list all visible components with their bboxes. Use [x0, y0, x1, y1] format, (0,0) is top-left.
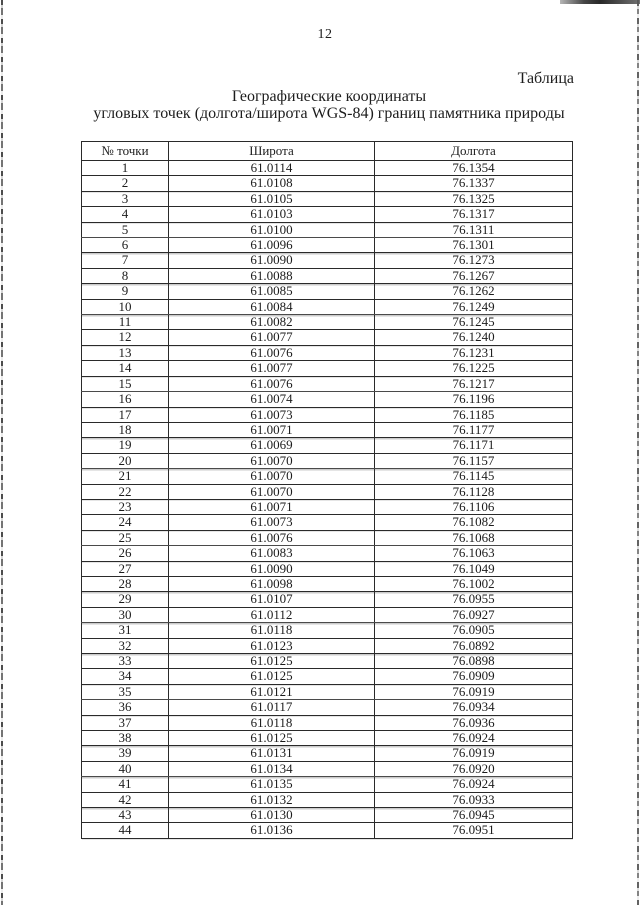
column-header-latitude: Широта	[169, 142, 375, 161]
cell-point-number: 36	[82, 700, 169, 715]
cell-latitude: 61.0121	[169, 684, 375, 699]
cell-point-number: 29	[82, 592, 169, 607]
cell-latitude: 61.0125	[169, 654, 375, 669]
cell-point-number: 38	[82, 731, 169, 746]
cell-longitude: 76.0919	[375, 684, 573, 699]
table-row	[82, 638, 573, 653]
cell-point-number: 8	[82, 268, 169, 283]
cell-latitude: 61.0083	[169, 546, 375, 561]
cell-longitude: 76.1354	[375, 161, 573, 176]
cell-longitude: 76.1240	[375, 330, 573, 345]
table-row	[82, 715, 573, 730]
cell-longitude: 76.0924	[375, 777, 573, 792]
table-row	[82, 684, 573, 699]
cell-longitude: 76.1337	[375, 176, 573, 191]
cell-point-number: 26	[82, 546, 169, 561]
table-row	[82, 422, 573, 437]
cell-point-number: 17	[82, 407, 169, 422]
cell-point-number: 12	[82, 330, 169, 345]
table-row	[82, 176, 573, 191]
table-row	[82, 654, 573, 669]
cell-latitude: 61.0123	[169, 638, 375, 653]
cell-longitude: 76.0936	[375, 715, 573, 730]
cell-latitude: 61.0108	[169, 176, 375, 191]
page-number: 12	[317, 27, 333, 42]
column-header-longitude: Долгота	[375, 142, 573, 161]
table-row	[82, 576, 573, 591]
cell-latitude: 61.0070	[169, 469, 375, 484]
cell-latitude: 61.0076	[169, 345, 375, 360]
cell-longitude: 76.1311	[375, 222, 573, 237]
cell-latitude: 61.0125	[169, 669, 375, 684]
cell-point-number: 27	[82, 561, 169, 576]
cell-latitude: 61.0103	[169, 207, 375, 222]
document-title-line-2: угловых точек (долгота/широта WGS-84) границ памятника природы	[93, 105, 565, 122]
cell-point-number: 16	[82, 392, 169, 407]
cell-latitude: 61.0084	[169, 299, 375, 314]
cell-point-number: 30	[82, 607, 169, 622]
table-row	[82, 315, 573, 330]
cell-longitude: 76.1245	[375, 315, 573, 330]
cell-latitude: 61.0090	[169, 253, 375, 268]
cell-latitude: 61.0085	[169, 284, 375, 299]
cell-point-number: 13	[82, 345, 169, 360]
table-row	[82, 253, 573, 268]
cell-latitude: 61.0069	[169, 438, 375, 453]
cell-latitude: 61.0135	[169, 777, 375, 792]
cell-point-number: 6	[82, 238, 169, 253]
table-row	[82, 438, 573, 453]
cell-point-number: 31	[82, 623, 169, 638]
cell-latitude: 61.0107	[169, 592, 375, 607]
cell-latitude: 61.0125	[169, 731, 375, 746]
cell-longitude: 76.1196	[375, 392, 573, 407]
cell-point-number: 24	[82, 515, 169, 530]
cell-latitude: 61.0073	[169, 407, 375, 422]
cell-latitude: 61.0098	[169, 576, 375, 591]
cell-point-number: 22	[82, 484, 169, 499]
table-row	[82, 284, 573, 299]
cell-longitude: 76.1145	[375, 469, 573, 484]
cell-longitude: 76.1082	[375, 515, 573, 530]
cell-longitude: 76.0945	[375, 808, 573, 823]
cell-point-number: 10	[82, 299, 169, 314]
table-header	[82, 142, 573, 161]
cell-point-number: 1	[82, 161, 169, 176]
cell-point-number: 21	[82, 469, 169, 484]
cell-point-number: 44	[82, 823, 169, 838]
cell-latitude: 61.0071	[169, 422, 375, 437]
cell-longitude: 76.1185	[375, 407, 573, 422]
cell-point-number: 20	[82, 453, 169, 468]
table-row	[82, 330, 573, 345]
cell-longitude: 76.0892	[375, 638, 573, 653]
cell-point-number: 34	[82, 669, 169, 684]
cell-longitude: 76.1157	[375, 453, 573, 468]
table-body	[82, 161, 573, 839]
cell-point-number: 18	[82, 422, 169, 437]
cell-latitude: 61.0088	[169, 268, 375, 283]
table-header-row	[82, 142, 573, 161]
cell-longitude: 76.0905	[375, 623, 573, 638]
cell-longitude: 76.0927	[375, 607, 573, 622]
scan-artifact-top-edge	[560, 0, 640, 4]
table-row	[82, 499, 573, 514]
table-row	[82, 546, 573, 561]
table-row	[82, 669, 573, 684]
cell-longitude: 76.1049	[375, 561, 573, 576]
table-row	[82, 777, 573, 792]
cell-longitude: 76.0919	[375, 746, 573, 761]
cell-point-number: 14	[82, 361, 169, 376]
cell-point-number: 9	[82, 284, 169, 299]
cell-longitude: 76.0934	[375, 700, 573, 715]
cell-longitude: 76.1217	[375, 376, 573, 391]
cell-latitude: 61.0134	[169, 761, 375, 776]
table-row	[82, 530, 573, 545]
cell-latitude: 61.0077	[169, 361, 375, 376]
cell-latitude: 61.0070	[169, 484, 375, 499]
table-row	[82, 469, 573, 484]
cell-longitude: 76.0951	[375, 823, 573, 838]
cell-latitude: 61.0136	[169, 823, 375, 838]
cell-point-number: 35	[82, 684, 169, 699]
cell-longitude: 76.1325	[375, 191, 573, 206]
table-row	[82, 761, 573, 776]
cell-point-number: 33	[82, 654, 169, 669]
cell-point-number: 3	[82, 191, 169, 206]
cell-latitude: 61.0130	[169, 808, 375, 823]
cell-point-number: 40	[82, 761, 169, 776]
cell-longitude: 76.1106	[375, 499, 573, 514]
cell-longitude: 76.1225	[375, 361, 573, 376]
cell-latitude: 61.0070	[169, 453, 375, 468]
cell-latitude: 61.0074	[169, 392, 375, 407]
document-title	[0, 88, 640, 122]
table-row	[82, 222, 573, 237]
cell-latitude: 61.0118	[169, 623, 375, 638]
cell-point-number: 41	[82, 777, 169, 792]
cell-latitude: 61.0077	[169, 330, 375, 345]
table-row	[82, 392, 573, 407]
cell-longitude: 76.0955	[375, 592, 573, 607]
table-row	[82, 376, 573, 391]
cell-longitude: 76.0898	[375, 654, 573, 669]
table-row	[82, 792, 573, 807]
coordinates-table	[81, 141, 573, 839]
cell-point-number: 39	[82, 746, 169, 761]
cell-longitude: 76.1301	[375, 238, 573, 253]
table-row	[82, 623, 573, 638]
table-row	[82, 746, 573, 761]
table-caption: Таблица	[517, 70, 574, 87]
cell-latitude: 61.0114	[169, 161, 375, 176]
cell-longitude: 76.0924	[375, 731, 573, 746]
cell-point-number: 37	[82, 715, 169, 730]
cell-point-number: 11	[82, 315, 169, 330]
table-row	[82, 515, 573, 530]
cell-longitude: 76.1231	[375, 345, 573, 360]
table-row	[82, 453, 573, 468]
cell-longitude: 76.1068	[375, 530, 573, 545]
cell-longitude: 76.1273	[375, 253, 573, 268]
cell-latitude: 61.0105	[169, 191, 375, 206]
cell-longitude: 76.0909	[375, 669, 573, 684]
cell-latitude: 61.0076	[169, 530, 375, 545]
table-row	[82, 361, 573, 376]
cell-longitude: 76.1063	[375, 546, 573, 561]
table-row	[82, 299, 573, 314]
cell-latitude: 61.0071	[169, 499, 375, 514]
cell-latitude: 61.0131	[169, 746, 375, 761]
cell-point-number: 23	[82, 499, 169, 514]
cell-point-number: 28	[82, 576, 169, 591]
table-row	[82, 238, 573, 253]
cell-latitude: 61.0117	[169, 700, 375, 715]
cell-longitude: 76.1128	[375, 484, 573, 499]
scan-artifact-right-edge	[637, 0, 639, 905]
cell-latitude: 61.0076	[169, 376, 375, 391]
column-header-point-number: № точки	[82, 142, 169, 161]
cell-latitude: 61.0100	[169, 222, 375, 237]
cell-latitude: 61.0073	[169, 515, 375, 530]
table-row	[82, 561, 573, 576]
cell-longitude: 76.0920	[375, 761, 573, 776]
table-row	[82, 823, 573, 838]
cell-longitude: 76.1267	[375, 268, 573, 283]
table-row	[82, 731, 573, 746]
cell-point-number: 4	[82, 207, 169, 222]
cell-latitude: 61.0090	[169, 561, 375, 576]
table-row	[82, 407, 573, 422]
cell-point-number: 2	[82, 176, 169, 191]
table-row	[82, 808, 573, 823]
table-row	[82, 161, 573, 176]
table-row	[82, 607, 573, 622]
table-row	[82, 207, 573, 222]
scan-artifact-left-edge	[1, 0, 3, 905]
cell-longitude: 76.0933	[375, 792, 573, 807]
cell-point-number: 25	[82, 530, 169, 545]
cell-point-number: 43	[82, 808, 169, 823]
cell-point-number: 42	[82, 792, 169, 807]
cell-longitude: 76.1249	[375, 299, 573, 314]
table-row	[82, 268, 573, 283]
cell-latitude: 61.0132	[169, 792, 375, 807]
cell-longitude: 76.1262	[375, 284, 573, 299]
cell-point-number: 15	[82, 376, 169, 391]
table-row	[82, 484, 573, 499]
document-title-line-1: Географические координаты	[231, 88, 427, 105]
cell-longitude: 76.1002	[375, 576, 573, 591]
cell-point-number: 19	[82, 438, 169, 453]
cell-latitude: 61.0118	[169, 715, 375, 730]
cell-latitude: 61.0082	[169, 315, 375, 330]
table-row	[82, 191, 573, 206]
table-row	[82, 700, 573, 715]
table-row	[82, 592, 573, 607]
cell-point-number: 5	[82, 222, 169, 237]
cell-longitude: 76.1317	[375, 207, 573, 222]
cell-latitude: 61.0112	[169, 607, 375, 622]
cell-point-number: 32	[82, 638, 169, 653]
table-row	[82, 345, 573, 360]
cell-longitude: 76.1171	[375, 438, 573, 453]
cell-latitude: 61.0096	[169, 238, 375, 253]
cell-longitude: 76.1177	[375, 422, 573, 437]
cell-point-number: 7	[82, 253, 169, 268]
